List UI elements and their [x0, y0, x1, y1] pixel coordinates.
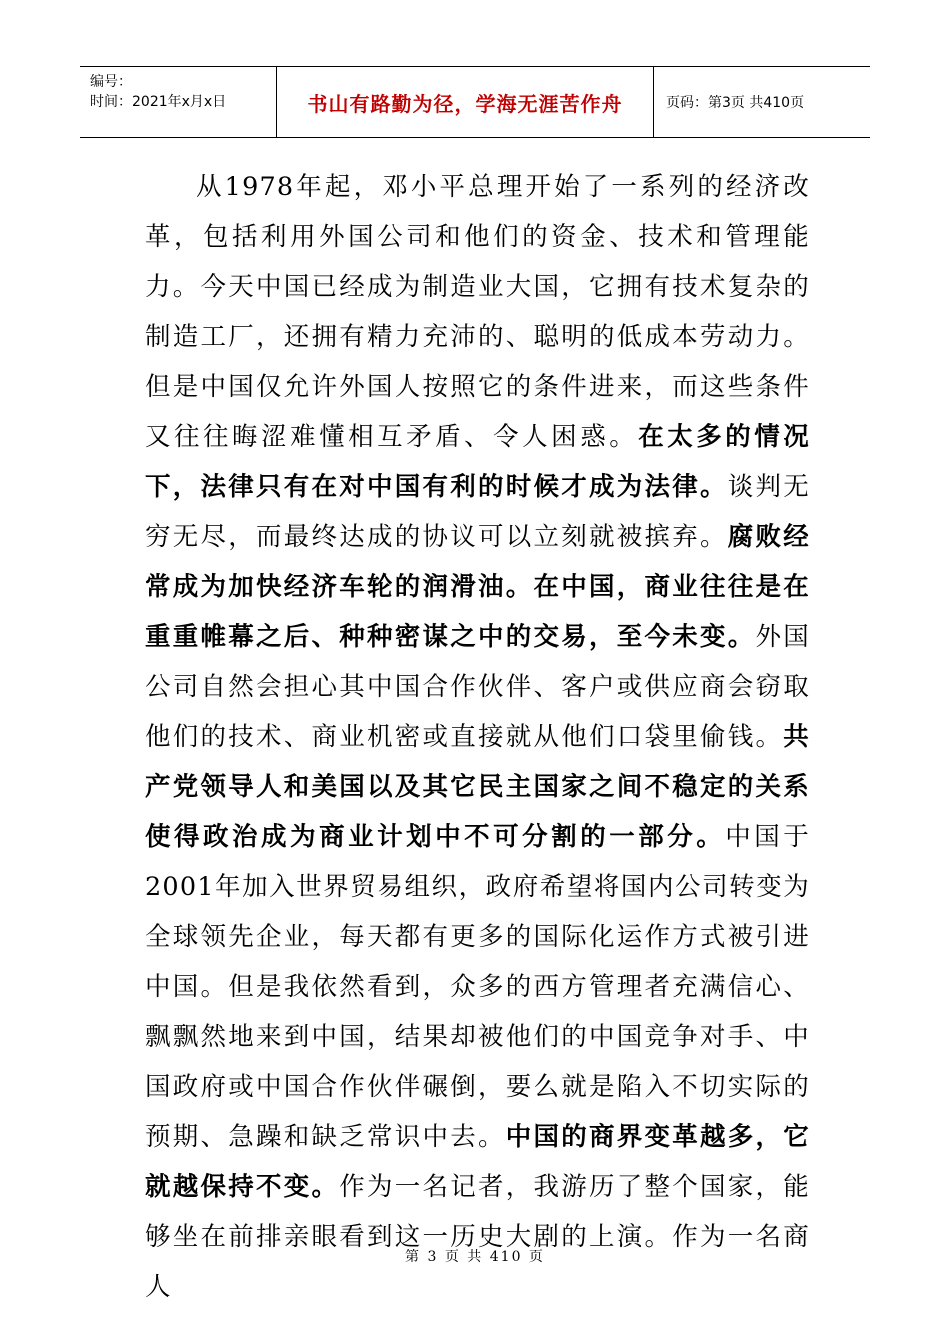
bold-segment: 腐败经常成为加快经济车轮的润滑油。在中国，商业往往是在重重帷幕之后、种种密谋之中的交易，至今未变。	[145, 522, 811, 652]
bold-segment: 中国的商界变革越多，它就越保持不变。	[145, 1122, 810, 1202]
document-header	[80, 66, 870, 138]
bold-segment: 共产党领导人和美国以及其它民主国家之间不稳定的关系使得政治成为商业计划中不可分割的一部分。	[145, 722, 810, 852]
header-meta	[80, 67, 277, 137]
bold-segment: 在太多的情况下，法律只有在对中国有利的时候才成为法律。	[145, 422, 811, 502]
text-segment: 外国公司自然会担心其中国合作伙伴、客户或供应商会窃取他们的技术、商业机密或直接就从他们口袋里偷钱。	[145, 622, 810, 752]
number-label: 编号：	[90, 74, 132, 90]
page-footer: 第 3 页 共 410 页	[405, 1249, 545, 1265]
header-page-info: 页码：第3页 共410页	[666, 95, 805, 111]
main-paragraph	[145, 162, 810, 1312]
text-segment: 谈判无穷无尽，而最终达成的协议可以立刻就被摈弃。	[145, 472, 811, 552]
text-segment: 中国于2001年加入世界贸易组织，政府希望将国内公司转变为全球领先企业，每天都有更多的国际化运作方式被引进中国。但是我依然看到，众多的西方管理者充满信心、飘飘然地来到中国，结果却被他们的中国竞争对手、中国政府或中国合作伙伴碾倒，要么就是陷入不切实际的预期、急躁和缺乏常识中去。	[145, 822, 810, 1152]
text-segment: 作为一名记者，我游历了整个国家，能够坐在前排亲眼看到这一历史大剧的上演。作为一名商人	[145, 1172, 810, 1302]
text-segment: 从1978年起，邓小平总理开始了一系列的经济改革，包括利用外国公司和他们的资金、技术和管理能力。今天中国已经成为制造业大国，它拥有技术复杂的制造工厂，还拥有精力充沛的、聪明的低成本劳动力。但是中国仅允许外国人按照它的条件进来，而这些条件又往往晦涩难懂相互矛盾、令人困惑。	[145, 172, 810, 452]
time-label: 时间：2021年x月x日	[90, 94, 227, 110]
body-text	[145, 162, 810, 1312]
header-motto: 书山有路勤为径，学海无涯苦作舟	[277, 67, 654, 137]
